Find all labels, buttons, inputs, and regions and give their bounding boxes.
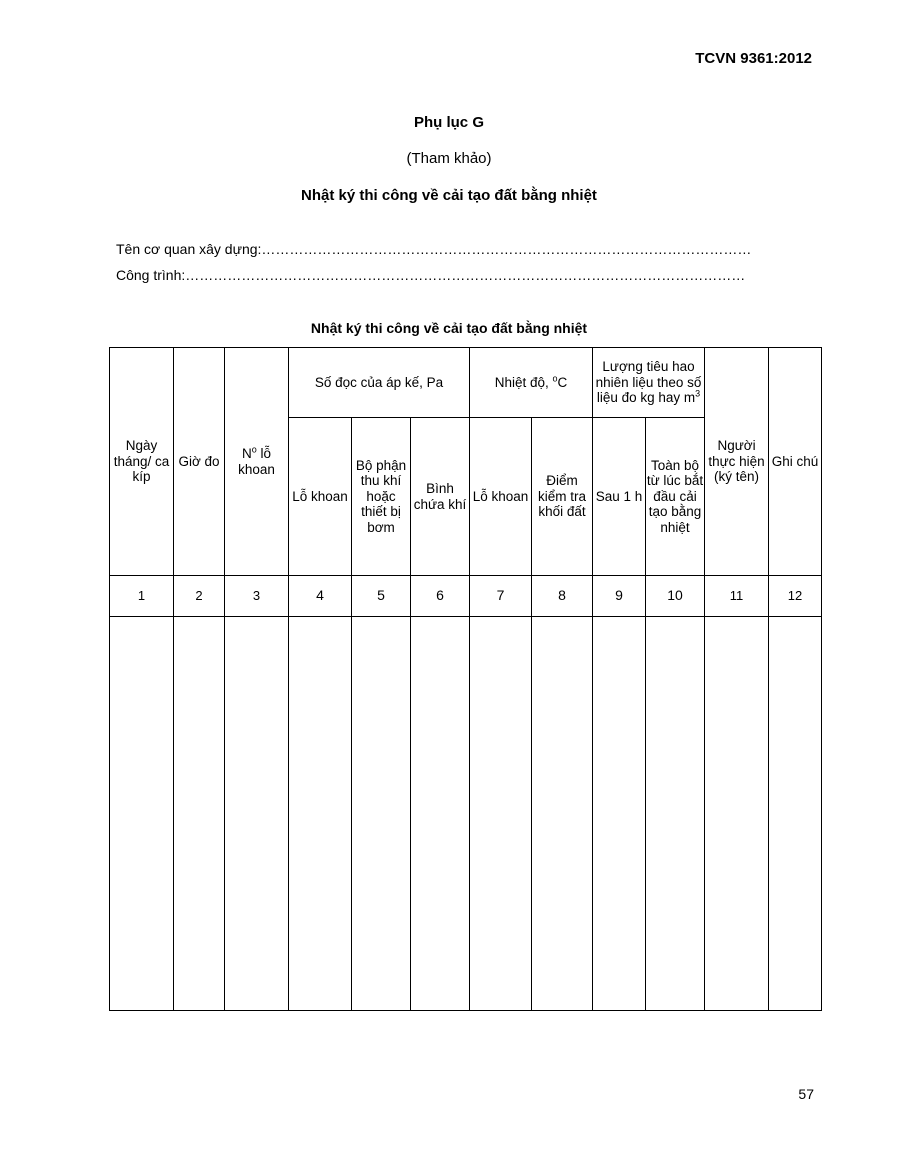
standard-code: TCVN 9361:2012 [695,50,812,67]
column-number: 6 [411,576,470,617]
header-pressure-borehole: Lỗ khoan [289,418,352,576]
project-field: Công trình:………………………………………………………………………………………………………… [116,267,746,283]
empty-cell [593,617,646,1011]
column-number: 12 [769,576,822,617]
empty-cell [769,617,822,1011]
empty-cell [110,617,174,1011]
column-number: 1 [110,576,174,617]
empty-cell [352,617,411,1011]
empty-cell [470,617,532,1011]
empty-cell [646,617,705,1011]
column-number: 8 [532,576,593,617]
agency-field: Tên cơ quan xây dựng:…………………………………………………………………………………………… [116,241,752,257]
column-number: 7 [470,576,532,617]
document-title: Nhật ký thi công về cải tạo đất bằng nhiệt [301,187,597,204]
header-total-since-start: Toàn bộ từ lúc bắt đầu cải tạo bằng nhiệt [646,418,705,576]
header-temperature-group: Nhiệt độ, $^o$C [470,348,593,418]
empty-cell [532,617,593,1011]
construction-log-table [109,347,822,1011]
header-gas-collector: Bộ phận thu khí hoặc thiết bị bơm [352,418,411,576]
table-title: Nhật ký thi công về cải tạo đất bằng nhiệt [310,320,588,336]
header-date-shift: Ngày tháng/ ca kíp [110,348,174,576]
header-time: Giờ đo [174,348,225,576]
header-gas-tank: Bình chứa khí [411,418,470,576]
header-fuel-group: Lượng tiêu hao nhiên liệu theo số liệu đo kg hay $m^3$ [593,348,705,418]
header-performer: Người thực hiện (ký tên) [705,348,769,576]
empty-cell [174,617,225,1011]
appendix-label: Phụ lục G [413,114,484,131]
column-number: 5 [352,576,411,617]
header-after-1h: Sau 1 h [593,418,646,576]
empty-cell [225,617,289,1011]
column-number: 10 [646,576,705,617]
header-pressure-group: Số đọc của áp kế, Pa [289,348,470,418]
empty-cell [411,617,470,1011]
column-number: 4 [289,576,352,617]
empty-cell [289,617,352,1011]
header-temp-borehole: Lỗ khoan [470,418,532,576]
column-number: 9 [593,576,646,617]
column-number: 11 [705,576,769,617]
header-notes: Ghi chú [769,348,822,576]
header-soil-checkpoint: Điểm kiểm tra khối đất [532,418,593,576]
column-number: 2 [174,576,225,617]
column-number: 3 [225,576,289,617]
page-number: 57 [798,1086,814,1102]
appendix-reference: (Tham khảo) [406,150,492,167]
header-borehole-no: $N^o$ lỗ khoan [225,348,289,576]
empty-cell [705,617,769,1011]
